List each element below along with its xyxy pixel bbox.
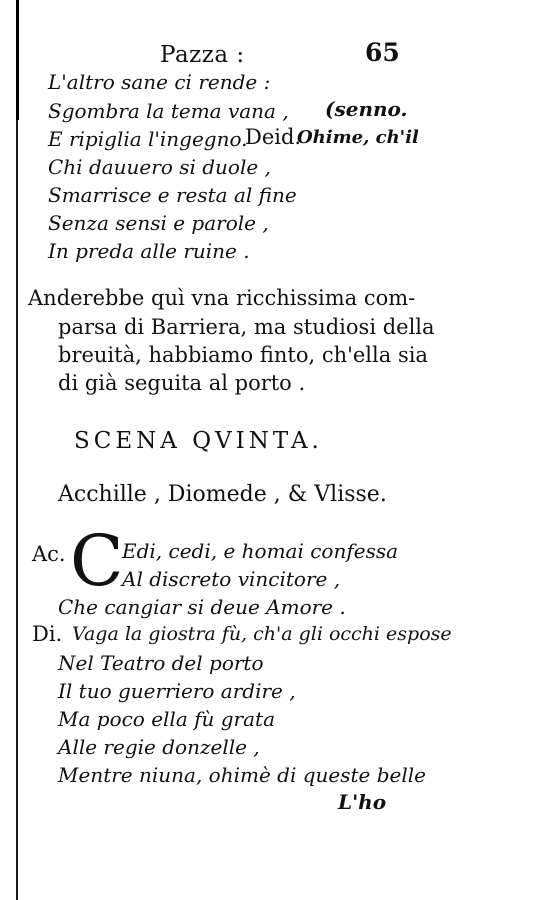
drop-cap: C xyxy=(70,520,124,602)
running-title: Pazza : xyxy=(160,42,245,68)
di-line-6: Mentre niuna, ohimè di queste belle xyxy=(58,763,426,787)
ac-line-1: Edi, cedi, e homai confessa xyxy=(122,539,399,563)
page-gutter-line xyxy=(16,0,18,900)
di-line-3: Il tuo guerriero ardire , xyxy=(58,679,296,703)
verse-line-1: L'altro sane ci rende : xyxy=(48,70,271,94)
speaker-di: Di. xyxy=(32,622,63,646)
stage-direction-line-1: Anderebbe quì vna ricchissima com- xyxy=(28,286,416,310)
catchword: L'ho xyxy=(338,790,387,814)
stage-direction-line-2: parsa di Barriera, ma studiosi della xyxy=(58,315,435,339)
ac-line-3: Che cangiar si deue Amore . xyxy=(58,595,346,619)
verse-line-6: Senza sensi e parole , xyxy=(48,211,269,235)
stage-direction-line-3: breuità, habbiamo finto, ch'ella sia xyxy=(58,343,428,367)
di-line-2: Nel Teatro del porto xyxy=(58,651,264,675)
scene-title: SCENA QVINTA. xyxy=(74,428,323,454)
di-line-4: Ma poco ella fù grata xyxy=(58,707,276,731)
speaker-deid: Deid. xyxy=(245,125,302,149)
verse-line-4: Chi dauuero si duole , xyxy=(48,155,271,179)
page-gutter-shadow xyxy=(16,0,19,120)
deid-speech: Ohime, ch'il xyxy=(297,127,419,148)
di-line-1: Vaga la giostra fù, ch'a gli occhi espose xyxy=(72,623,452,645)
verse-line-3: E ripiglia l'ingegno. xyxy=(48,127,248,151)
carry-over-word: (senno. xyxy=(325,97,408,121)
di-line-5: Alle regie donzelle , xyxy=(58,735,260,759)
character-list: Acchille , Diomede , & Vlisse. xyxy=(58,482,387,507)
verse-line-2: Sgombra la tema vana , xyxy=(48,99,289,123)
verse-line-5: Smarrisce e resta al fine xyxy=(48,183,297,207)
page-number: 65 xyxy=(365,38,400,67)
speaker-ac: Ac. xyxy=(32,542,66,566)
stage-direction-line-4: di già seguita al porto . xyxy=(58,371,306,395)
verse-line-7: In preda alle ruine . xyxy=(48,239,250,263)
ac-line-2: Al discreto vincitore , xyxy=(122,567,341,591)
